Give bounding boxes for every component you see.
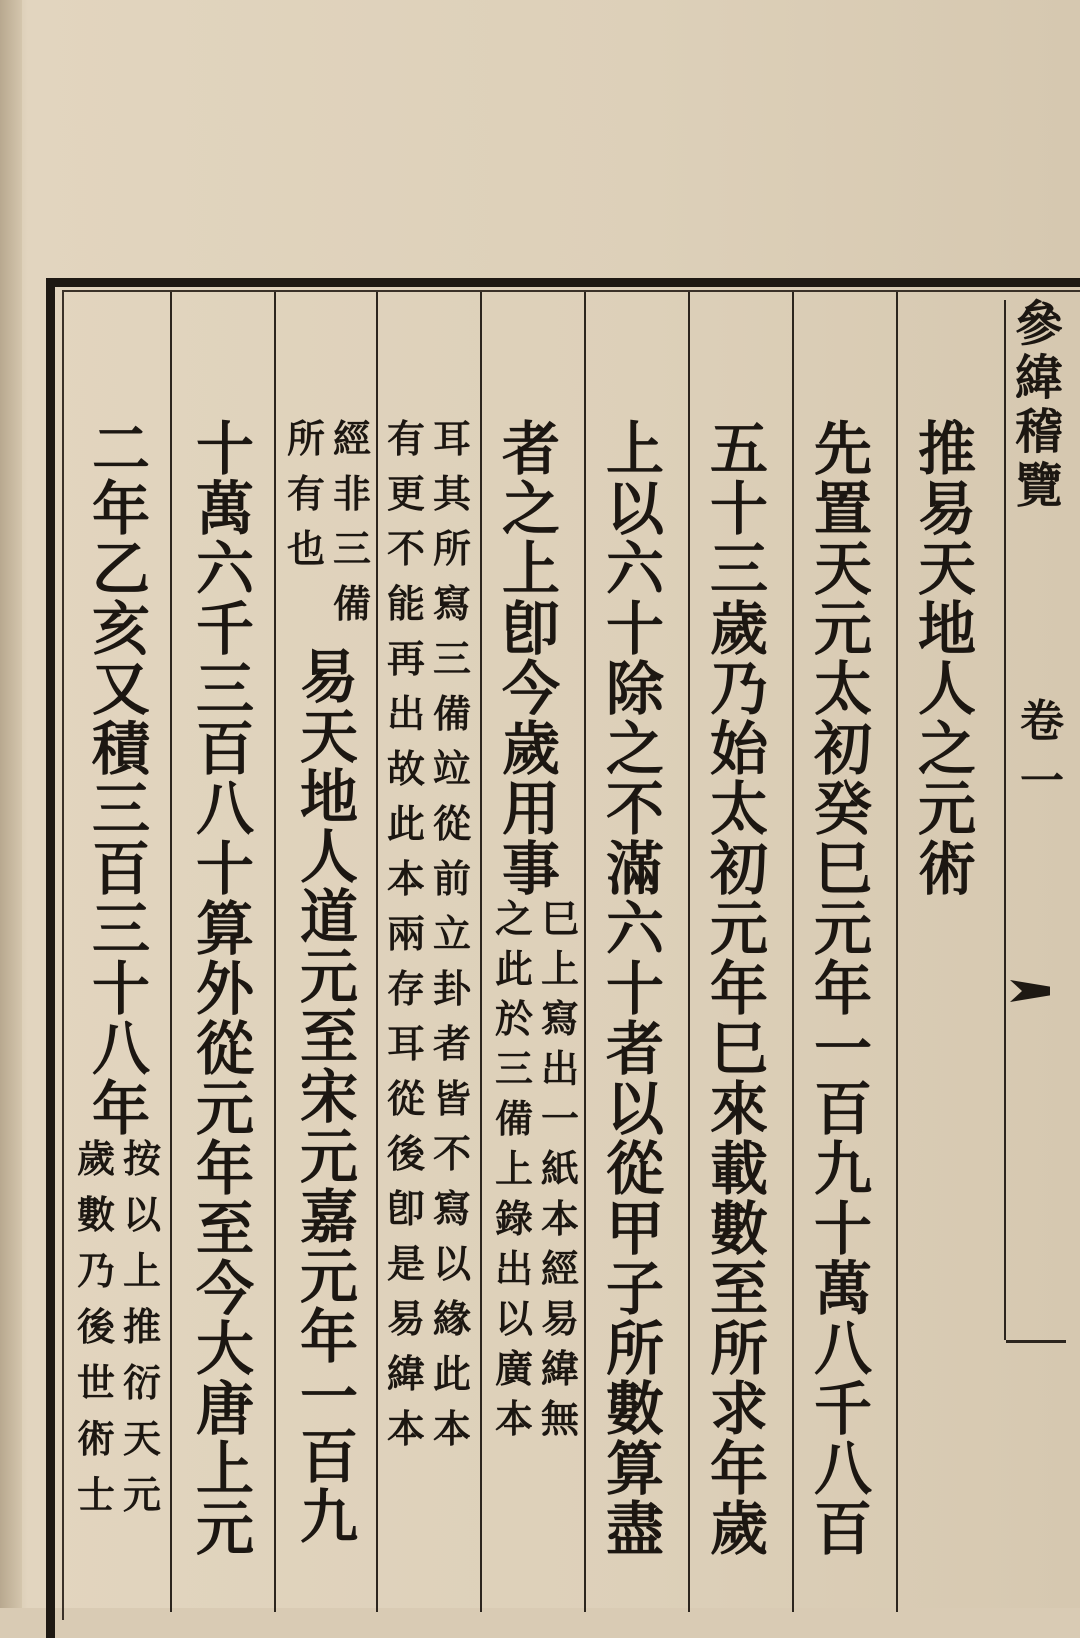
text-column-7: 有 更 不 能 再 出 故 此 本 兩 存 耳 從 後 卽 是 易 緯 本 xyxy=(386,416,425,1451)
text-column-10-main: 二 年 乙 亥 又 積 三 百 三 十 八 年 xyxy=(91,415,150,1143)
column-rule xyxy=(584,292,586,1612)
text-column-8-note-left: 所 有 也 xyxy=(286,416,325,571)
text-column-1: 推 易 天 地 人 之 元 術 xyxy=(917,415,976,903)
banxin-rule xyxy=(1006,1340,1066,1343)
text-column-8-main: 易 天 地 人 道 元 至 宋 元 嘉 元 年 一 百 九 xyxy=(299,643,358,1551)
text-column-10-note-right: 按 以 上 推 衍 天 元 xyxy=(122,1136,161,1517)
column-rule xyxy=(480,292,482,1612)
text-column-4: 上 以 六 十 除 之 不 滿 六 十 者 以 從 甲 子 所 數 算 盡 xyxy=(605,415,664,1563)
text-column-9: 十 萬 六 千 三 百 八 十 算 外 從 元 年 至 今 大 唐 上 元 xyxy=(195,415,254,1563)
text-column-3: 五 十 三 歲 乃 始 太 初 元 年 巳 來 載 數 至 所 求 年 歲 xyxy=(709,415,768,1563)
banxin-title: 參 緯 稽 覽 xyxy=(1014,296,1063,514)
column-rule xyxy=(792,292,794,1612)
text-column-5-note-left: 之 此 於 三 備 上 錄 出 以 廣 本 xyxy=(494,896,533,1441)
fishtail-mark xyxy=(1010,980,1050,1002)
column-rule xyxy=(896,292,898,1612)
column-rule xyxy=(170,292,172,1612)
text-column-2: 先 置 天 元 太 初 癸 巳 元 年 一 百 九 十 萬 八 千 八 百 xyxy=(813,415,872,1563)
column-rule xyxy=(688,292,690,1612)
banxin-juan: 卷 一 xyxy=(1020,696,1064,807)
text-column-8-note-right: 經 非 三 備 xyxy=(332,416,371,626)
column-rule xyxy=(274,292,276,1612)
column-rule xyxy=(376,292,378,1612)
text-column-5-main: 者 之 上 卽 今 歲 用 事 xyxy=(501,415,560,903)
text-column-10-note-left: 歲 數 乃 後 世 術 士 xyxy=(76,1136,115,1517)
text-column-6: 耳 其 所 寫 三 備 竝 從 前 立 卦 者 皆 不 寫 以 緣 此 本 xyxy=(432,416,471,1451)
text-column-5-note-right: 巳 上 寫 出 一 紙 本 經 易 緯 無 xyxy=(540,896,579,1441)
book-gutter xyxy=(0,0,22,1608)
